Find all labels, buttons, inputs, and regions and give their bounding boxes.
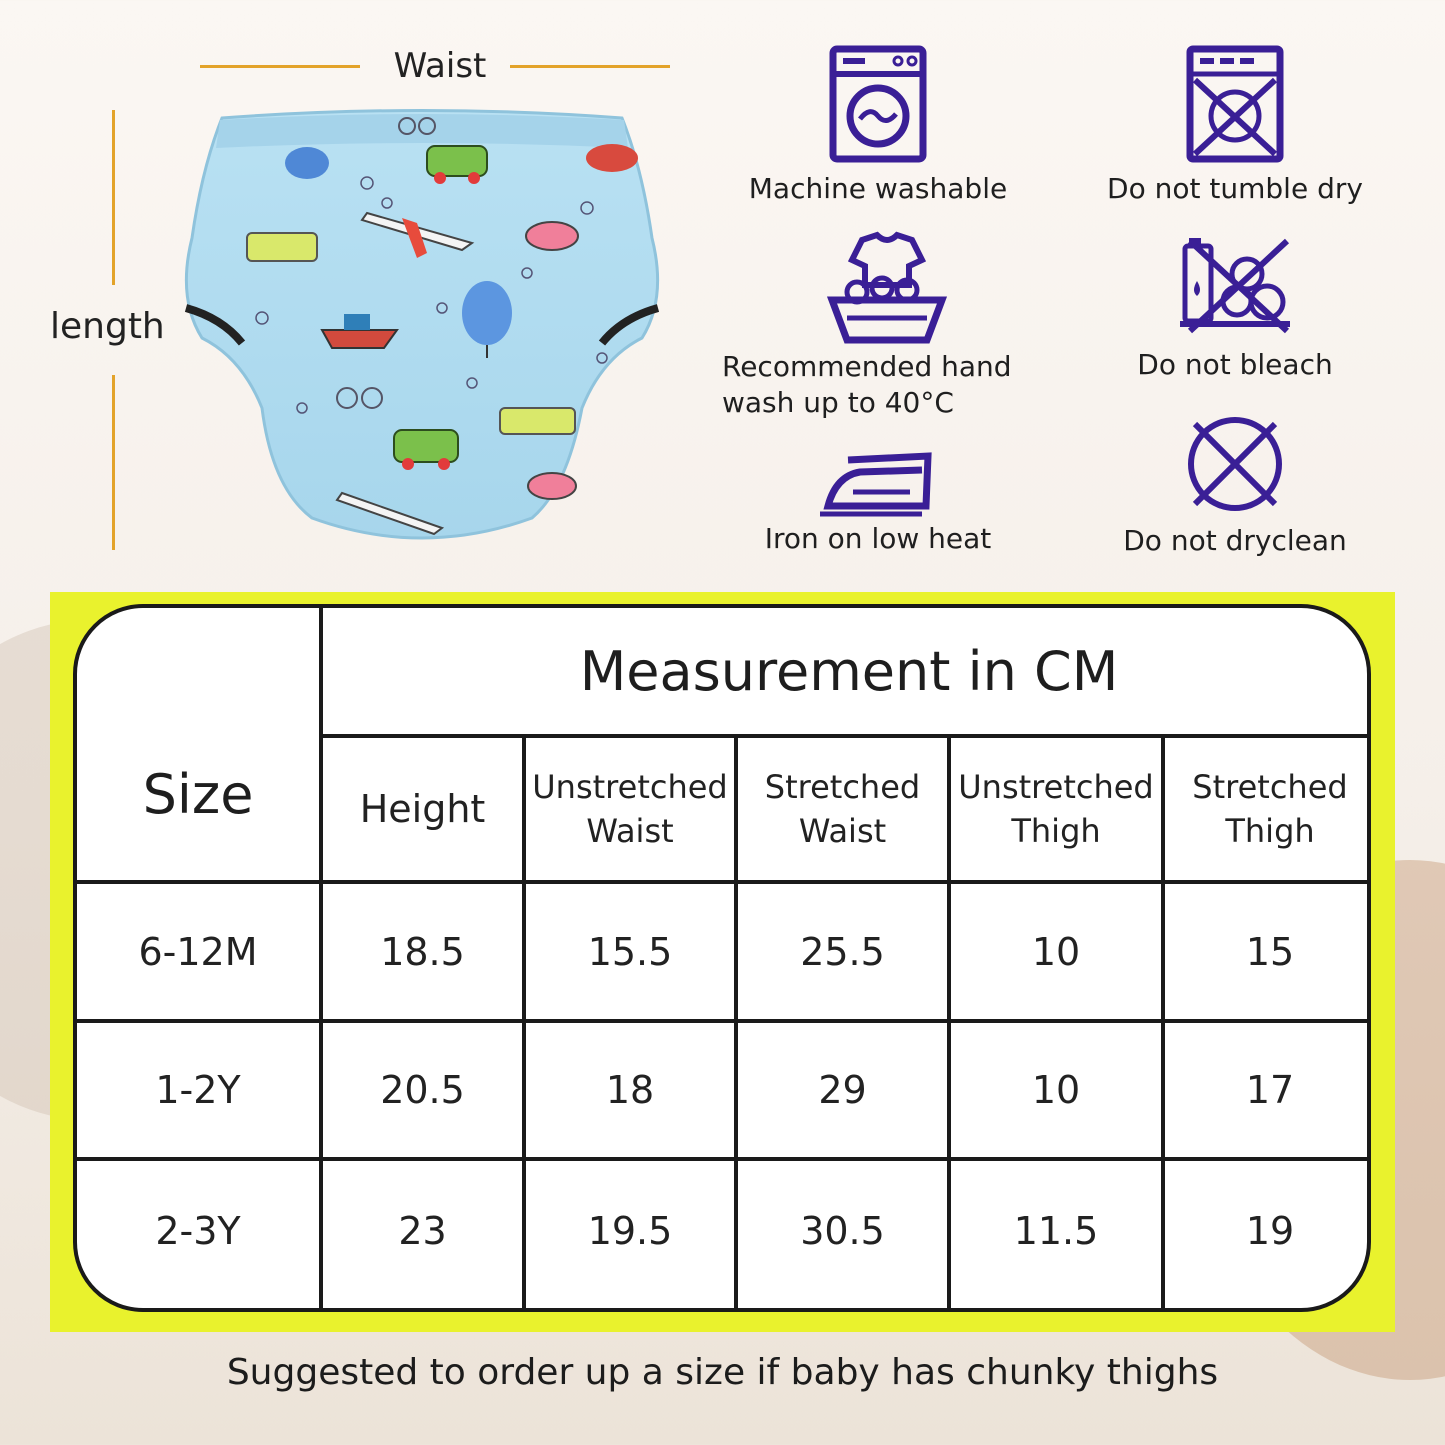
- table-cell: 10: [1031, 1068, 1081, 1112]
- no-bleach-icon: [1175, 236, 1295, 336]
- balloon-print: [285, 147, 329, 179]
- table-cell: 20.5: [380, 1068, 465, 1112]
- length-line-top: [112, 110, 115, 285]
- column-header-stretched-waist: [738, 738, 947, 880]
- sizing-footnote: Suggested to order up a size if baby has chunky thighs: [226, 1352, 1219, 1393]
- waist-label: Waist: [393, 46, 487, 86]
- column-header-text: Height: [359, 787, 486, 831]
- table-title: Measurement in CM: [579, 639, 1119, 703]
- care-hand-wash: [722, 230, 1052, 421]
- column-header-unstretched-thigh: [951, 738, 1161, 880]
- table-cell: 18.5: [380, 929, 465, 974]
- iron-icon: [818, 448, 938, 518]
- table-cell-size: 2-3Y: [155, 1209, 241, 1253]
- table-cell-size: 1-2Y: [155, 1068, 241, 1112]
- column-header-text: Stretched: [764, 768, 921, 806]
- washing-machine-icon: [828, 44, 928, 164]
- table-cell: 15: [1245, 929, 1295, 974]
- balloon-print: [462, 281, 512, 345]
- care-label: Do not tumble dry: [1107, 172, 1363, 205]
- table-cell: 19.5: [587, 1209, 673, 1253]
- column-header-text: Thigh: [1011, 812, 1101, 850]
- column-header-text: Unstretched: [532, 768, 728, 806]
- table-cell: 25.5: [800, 929, 885, 974]
- care-no-dryclean: [1085, 414, 1385, 557]
- care-label: Do not dryclean: [1123, 524, 1347, 557]
- length-indicator: [50, 110, 180, 550]
- waist-line-right: [510, 65, 670, 68]
- table-cell: 19: [1245, 1209, 1295, 1253]
- column-header-text: Stretched: [1192, 768, 1348, 806]
- column-header-stretched-thigh: [1165, 738, 1371, 880]
- table-cell: 11.5: [1013, 1209, 1099, 1253]
- length-label: length: [50, 306, 165, 347]
- table-cell: 17: [1245, 1068, 1295, 1112]
- care-label-line1: Recommended hand: [722, 350, 1012, 383]
- table-cell: 18: [605, 1068, 655, 1112]
- care-label-line2: wash up to 40°C: [722, 386, 954, 419]
- table-cell: 10: [1031, 929, 1081, 974]
- table-cell: 15.5: [587, 929, 673, 974]
- length-line-bottom: [112, 375, 115, 550]
- column-header-text: Waist: [798, 812, 887, 850]
- care-iron-low: [728, 448, 1028, 555]
- column-header-text: Thigh: [1225, 812, 1315, 850]
- column-header-unstretched-waist: [526, 738, 734, 880]
- diaper-illustration: [172, 108, 672, 558]
- no-dryclean-icon: [1185, 414, 1285, 514]
- column-header-text: Waist: [586, 812, 674, 850]
- hand-wash-icon: [827, 230, 947, 345]
- size-chart-table: [73, 604, 1371, 1312]
- table-cell: 30.5: [800, 1209, 885, 1253]
- column-header-size: Size: [142, 762, 254, 826]
- care-label: Iron on low heat: [764, 522, 992, 555]
- no-tumble-dry-icon: [1185, 44, 1285, 164]
- table-cell: 23: [398, 1209, 447, 1253]
- column-header-height: [323, 738, 522, 880]
- waist-indicator: [200, 46, 670, 86]
- care-machine-washable: [728, 44, 1028, 205]
- care-no-tumble-dry: [1085, 44, 1385, 205]
- care-no-bleach: [1085, 236, 1385, 381]
- table-cell: 29: [818, 1068, 867, 1112]
- care-label: Do not bleach: [1137, 348, 1333, 381]
- airship-print: [586, 144, 638, 172]
- table-cell-size: 6-12M: [138, 929, 258, 974]
- column-header-text: Unstretched: [958, 768, 1154, 806]
- waist-line-left: [200, 65, 360, 68]
- size-chart-frame: [50, 592, 1395, 1332]
- care-label: Machine washable: [748, 172, 1008, 205]
